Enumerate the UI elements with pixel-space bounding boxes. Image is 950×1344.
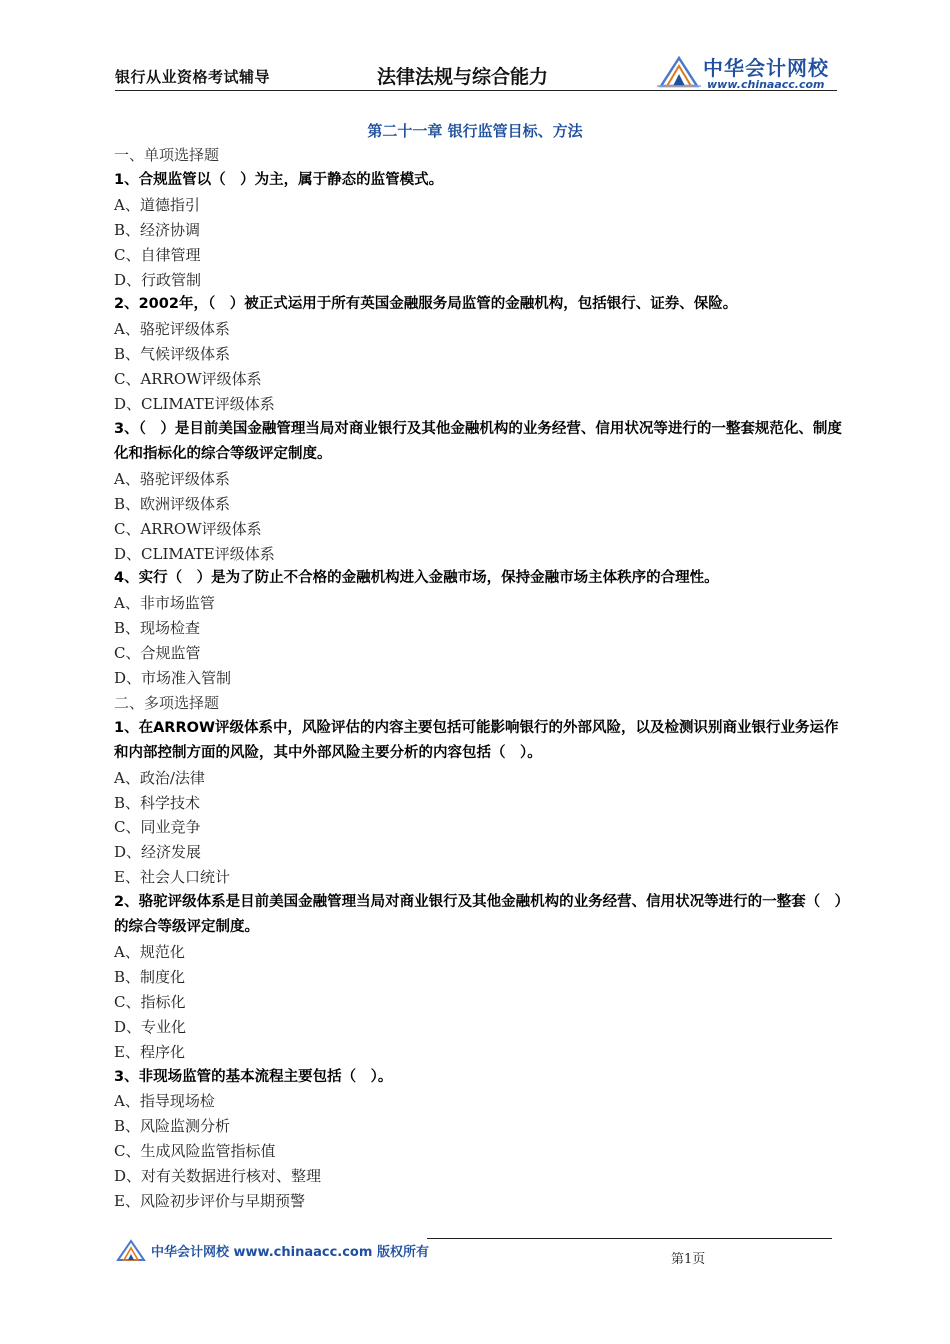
footer-logo-icon	[115, 1238, 147, 1262]
question-text: 2、2002年，（ ）被正式运用于所有英国金融服务局监管的金融机构，包括银行、证券、保险。	[114, 296, 738, 313]
answer-option: B、制度化	[114, 967, 186, 986]
page-footer	[115, 1230, 837, 1270]
answer-option: C、合规监管	[114, 644, 201, 663]
answer-option: D、经济发展	[114, 843, 202, 862]
answer-option: A、骆驼评级体系	[114, 320, 230, 339]
answer-option: D、市场准入管制	[114, 669, 232, 688]
answer-option: A、规范化	[114, 943, 185, 961]
answer-option: E、社会人口统计	[114, 868, 230, 887]
question-list	[114, 143, 842, 1214]
answer-option: D、行政管制	[114, 270, 202, 289]
answer-option: A、指导现场检	[114, 1092, 215, 1111]
answer-option: A、政治/法律	[114, 768, 205, 787]
answer-option: C、指标化	[114, 992, 186, 1011]
answer-option: C、ARROW评级体系	[114, 370, 262, 389]
section-heading: 二、多项选择题	[114, 693, 220, 712]
header-logo	[657, 52, 837, 90]
answer-option: C、ARROW评级体系	[114, 519, 262, 538]
answer-option: D、CLIMATE评级体系	[114, 544, 275, 563]
logo-triangle-icon	[657, 54, 701, 88]
answer-option: B、现场检查	[114, 619, 201, 638]
answer-option: E、程序化	[114, 1042, 185, 1061]
question-text: 1、合规监管以（ ）为主，属于静态的监管模式。	[114, 171, 444, 188]
page-number: 第1页	[671, 1252, 706, 1267]
answer-option: B、经济协调	[114, 220, 201, 239]
question-text: 2、骆驼评级体系是目前美国金融管理当局对商业银行及其他金融机构的业务经营、信用状况等进行的一整套（ ）的综合等级评定制度。	[114, 894, 842, 936]
header-left-title: 银行从业资格考试辅导	[115, 68, 271, 86]
section-heading: 一、单项选择题	[114, 146, 220, 164]
question-text: 4、实行（ ）是为了防止不合格的金融机构进入金融市场，保持金融市场主体秩序的合理性。	[114, 570, 719, 587]
answer-option: C、同业竞争	[114, 818, 201, 837]
answer-option: D、专业化	[114, 1017, 187, 1036]
footer-divider	[427, 1238, 832, 1239]
answer-option: A、道德指引	[114, 195, 200, 214]
answer-option: B、风险监测分析	[114, 1117, 231, 1136]
answer-option: C、生成风险监管指标值	[114, 1142, 276, 1161]
answer-option: A、骆驼评级体系	[114, 469, 230, 488]
answer-option: B、欧洲评级体系	[114, 494, 231, 513]
page-header	[115, 52, 837, 91]
answer-option: E、风险初步评价与早期预警	[114, 1192, 305, 1211]
logo-url: www.chinaacc.com	[707, 78, 825, 91]
chapter-title: 第二十一章 银行监管目标、方法	[367, 122, 583, 140]
answer-option: C、自律管理	[114, 245, 201, 264]
question-text: 3、（ ）是目前美国金融管理当局对商业银行及其他金融机构的业务经营、信用状况等进行的一整套规范化、制度化和指标化的综合等级评定制度。	[114, 420, 842, 462]
answer-option: A、非市场监管	[114, 594, 215, 613]
question-text: 1、在ARROW评级体系中，风险评估的内容主要包括可能影响银行的外部风险，以及检测识别商业银行业务运作和内部控制方面的风险，其中外部风险主要分析的内容包括（ ）。	[114, 719, 839, 761]
footer-copyright: 中华会计网校 www.chinaacc.com 版权所有	[151, 1245, 429, 1260]
question-text: 3、非现场监管的基本流程主要包括（ ）。	[114, 1068, 393, 1085]
logo-name: 中华会计网校	[703, 56, 829, 80]
answer-option: B、气候评级体系	[114, 345, 231, 364]
answer-option: D、CLIMATE评级体系	[114, 395, 275, 414]
header-center-title: 法律法规与综合能力	[377, 66, 549, 88]
answer-option: B、科学技术	[114, 793, 201, 812]
answer-option: D、对有关数据进行核对、整理	[114, 1167, 322, 1186]
